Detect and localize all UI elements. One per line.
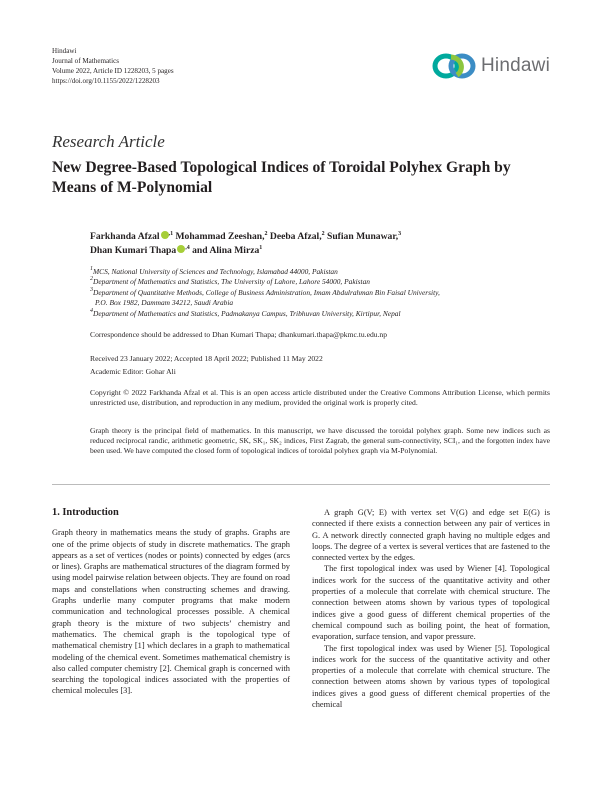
article-dates: Received 23 January 2022; Accepted 18 April 2022; Published 11 May 2022 (90, 354, 323, 363)
author-list: Farkhanda Afzal $^{,1}$ Mohammad Zeeshan,$^2$ Deeba Afzal,$^2$ Sufian Munawar,$^3$ Dhan Kumari Thapa $^{,4}$ and Alina Mirza$^1$ (90, 231, 402, 256)
article-title: New Degree-Based Topological Indices of Toroidal Polyhex Graph by Means of M-Polynomial (52, 159, 511, 196)
volume-line: Volume 2022, Article ID 1228203, 5 pages (52, 67, 174, 75)
affiliation: $^3$Department of Quantitative Methods, College of Business Administration, Imam Abdulrahman Bin Faisal University, (90, 286, 440, 297)
journal-name: Journal of Mathematics (52, 57, 119, 65)
author-aff: 1 (259, 245, 263, 251)
author-name[interactable]: Farkhanda Afzal (90, 231, 160, 242)
affiliation: $^1$MCS, National University of Sciences and Technology, Islamabad 44000, Pakistan (90, 266, 338, 276)
author-aff: 4 (186, 245, 190, 251)
section-heading: 1. Introduction (52, 507, 119, 518)
orcid-icon[interactable] (161, 231, 169, 239)
author-name[interactable]: Mohammad Zeeshan, (175, 231, 265, 242)
hindawi-logo[interactable] (432, 50, 554, 82)
affiliation: $^4$Department of Mathematics and Statistics, Padmakanya Campus, Tribhuvan University, Kirtipur, Nepal (90, 307, 401, 318)
journal-header (52, 46, 174, 86)
author-name[interactable]: Deeba Afzal, (269, 231, 322, 242)
author-aff: 2 (264, 231, 268, 237)
abstract: Graph theory is the principal field of mathematics. In this manuscript, we have discussed the toroidal polyhex graph. Some new indices such as reduced reciprocal randic, arithmetic geometric, SK, SK₁, SK₂ indices, First Zagrab, the general sum-connectivity, SCI₁, and the forgotten index have been used. We have computed the closed form of topological indices of toroidal polyhex graph via M-Polynomial. (90, 426, 550, 456)
paragraph: A graph G(V; E) with vertex set V(G) and edge set E(G) is connected if there exists a connection between any pair of vertices in G. A network directly connected graph having no multiple edges and loops. The degree of a vertex is several vertices that are fastened to the connected vertex by the edges. (312, 508, 550, 563)
logo-text: Hindawi (481, 55, 550, 76)
hindawi-rings-icon (432, 51, 478, 81)
left-column (52, 507, 290, 697)
author-name[interactable]: Sufian Munawar, (327, 231, 399, 242)
author-aff: 3 (398, 231, 402, 237)
author-aff: 1 (170, 231, 174, 237)
academic-editor: Academic Editor: Gohar Ali (90, 367, 176, 376)
paragraph: The first topological index was used by Wiener [4]. Topological indices work for the success of the quantitative activity and other properties of a molecule that correlate with chemical structure. The connection between atoms shown by various types of topological indices give a good guess of different chemical properties of the chemical compound such as boiling point, the heat of formation, evaporation, surface tension, and vapor pressure. (312, 564, 550, 642)
orcid-icon[interactable] (177, 245, 185, 253)
doi-link[interactable]: https://doi.org/10.1155/2022/1228203 (52, 77, 160, 85)
author-aff: 2 (321, 231, 325, 237)
paragraph: The first topological index was used by Wiener [5]. Topological indices work for the success of the quantitative activity and other properties of a molecule that correlate with chemical structure. The connection between atoms shown by various types of topological indices gives a good guess of different chemical properties of the chemical (312, 643, 550, 710)
author-name[interactable]: and Alina Mirza (192, 245, 260, 256)
author-name[interactable]: Dhan Kumari Thapa (90, 245, 177, 256)
copyright-notice: Copyright © 2022 Farkhanda Afzal et al. This is an open access article distributed under the Creative Commons Attribution License, which permits unrestricted use, distribution, and reproduction in any medium, provided the original work is properly cited. (90, 388, 550, 408)
affiliation: $^2$Department of Mathematics and Statistics, The University of Lahore, Lahore 54000, Pakistan (90, 276, 370, 287)
affiliations (90, 267, 550, 319)
article-type: Research Article (52, 132, 165, 151)
affiliation-continued: P.O. Box 1982, Dammam 34212, Saudi Arabia (95, 298, 234, 308)
right-column (312, 507, 550, 710)
correspondence: Correspondence should be addressed to Dhan Kumari Thapa; dhankumari.thapa@pkmc.tu.edu.np (90, 330, 388, 339)
publisher-name: Hindawi (52, 47, 77, 55)
divider (52, 484, 550, 485)
paragraph: Graph theory in mathematics means the study of graphs. Graphs are one of the prime objects of study in discrete mathematics. The graph appears as a set of vertices (nodes or points) connected by edges (arcs or lines). Graphs are mathematical structures of the diagram formed by using model pairwise relation between objects. They are found on road maps and constellations when constructing schemes and drawing. Graphs underlie many computer programs that make modern communication and technological processes possible. A chemical graph theory is the mixture of two subjects’ chemistry and mathematics. The chemical graph is the topological type of mathematical chemistry [1] which declares in a graph to mathematical modeling of the chemical event. Sometimes mathematical chemistry is also called computer chemistry [2]. Chemical graph is concerned with searching the topological indices associated with the properties of chemical molecules [3]. (52, 528, 290, 696)
